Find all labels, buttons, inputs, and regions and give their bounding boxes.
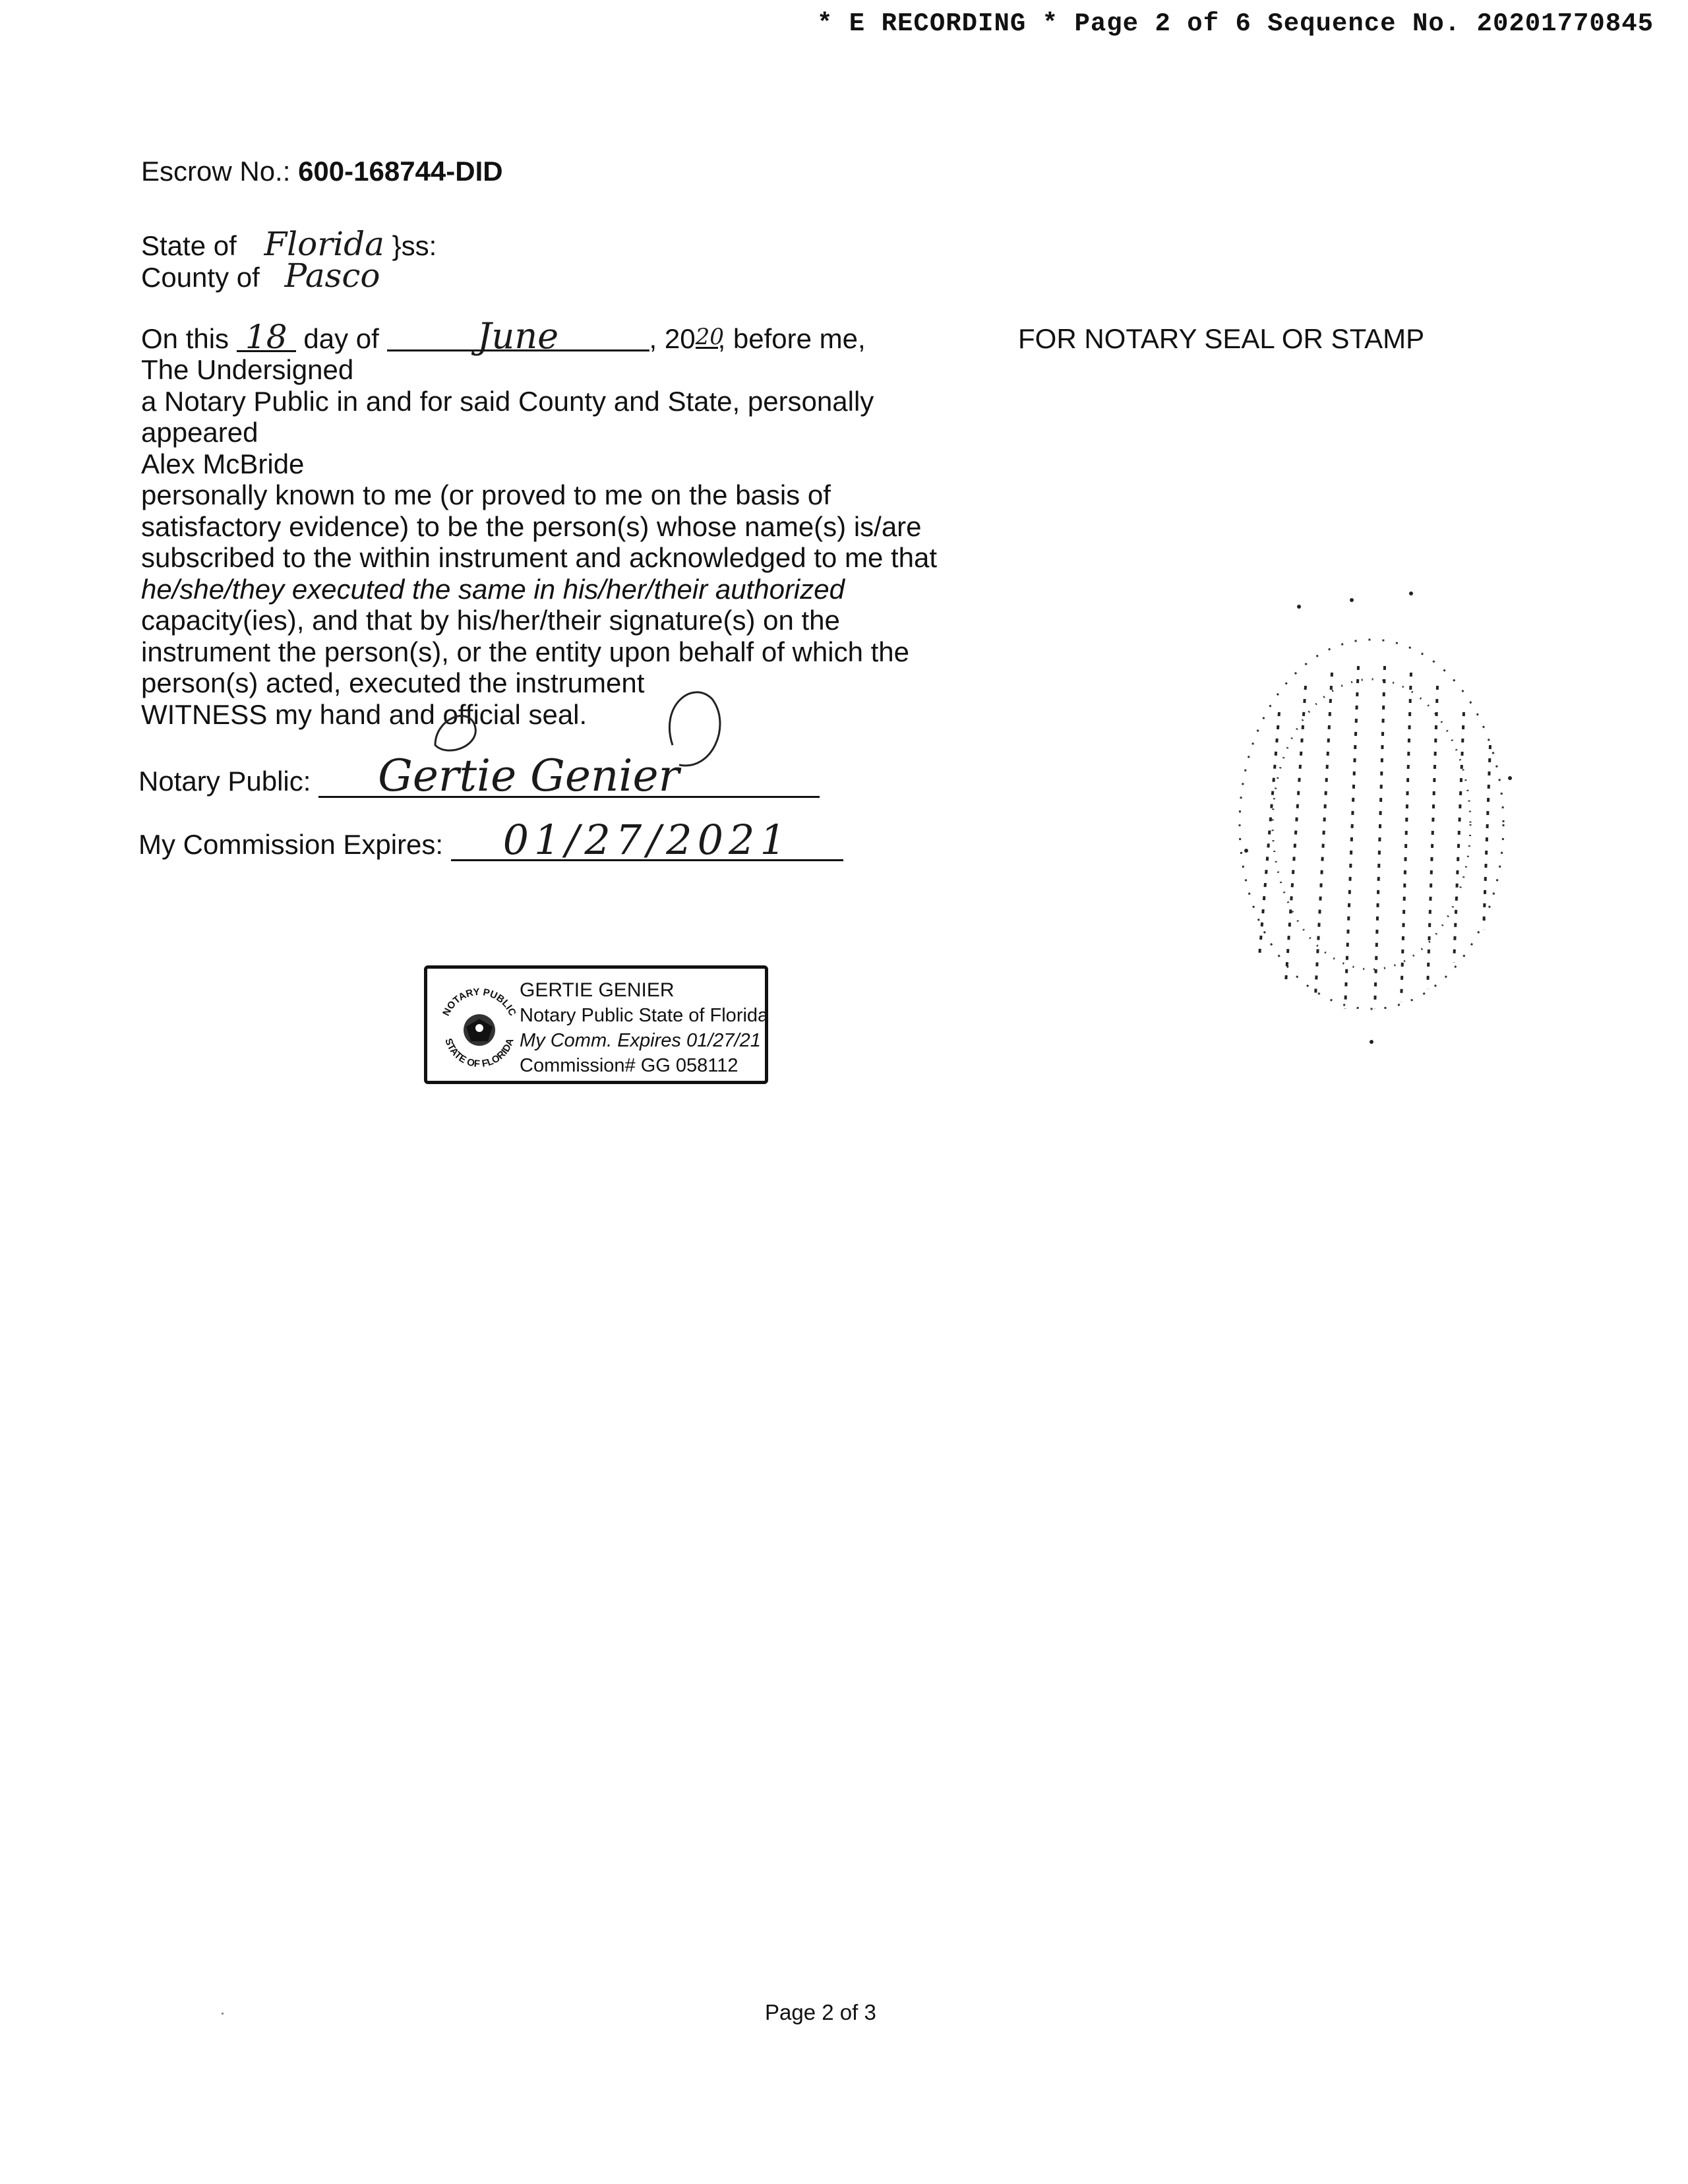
ack-line-5: Alex McBride: [141, 448, 305, 479]
county-value: Pasco: [284, 257, 380, 295]
stamp-text-block: [520, 978, 768, 1078]
notary-public-label: Notary Public:: [138, 766, 311, 797]
notary-public-line: [138, 750, 820, 801]
seal-area-label: FOR NOTARY SEAL OR STAMP: [1018, 323, 1425, 354]
ack-line-11: instrument the person(s), or the entity upon behalf of which the: [141, 636, 909, 667]
before-me-label: , before me,: [717, 323, 866, 354]
commission-expires-label: My Commission Expires:: [138, 829, 444, 860]
ack-line-7: satisfactory evidence) to be the person(s) whose name(s) is/are: [141, 510, 922, 542]
ss-label: }ss:: [392, 230, 437, 261]
ack-line-13: WITNESS my hand and official seal.: [141, 698, 588, 730]
county-label: County of: [141, 262, 260, 293]
ack-line-4: appeared: [141, 417, 258, 448]
commission-expires-value: 01/27/2021: [451, 821, 843, 861]
ack-line-10: capacity(ies), and that by his/her/their signature(s) on the: [141, 605, 840, 636]
day-of-label: day of: [303, 323, 379, 354]
escrow-label: Escrow No.:: [141, 156, 291, 187]
ack-line-12: person(s) acted, executed the instrument: [141, 667, 645, 698]
month-value: June: [387, 323, 649, 351]
escrow-line: [141, 156, 503, 187]
year-value: 20: [695, 324, 724, 350]
stamp-name: GERTIE GENIER: [520, 979, 675, 1001]
ack-line-9: he/she/they executed the same in his/her/their authorized: [141, 573, 845, 605]
ack-line-8: subscribed to the within instrument and acknowledged to me that: [141, 542, 938, 573]
recording-header: * E RECORDING * Page 2 of 6 Sequence No. 20201770845: [817, 9, 1654, 38]
stamp-line-4: Commission# GG 058112: [520, 1055, 738, 1076]
notary-signature: Gertie Genier: [318, 756, 820, 798]
day-value: 18: [237, 324, 296, 352]
svg-text:NOTARY PUBLIC: [440, 986, 518, 1018]
stamp-line-2: Notary Public State of Florida: [520, 1005, 769, 1026]
notary-stamp: [424, 965, 768, 1084]
acknowledgment-first-line: [141, 315, 866, 357]
escrow-number: 600-168744-DID: [298, 156, 503, 187]
notary-seal-emblem: [437, 981, 522, 1073]
county-line: [141, 257, 380, 295]
ack-line-3: a Notary Public in and for said County and State, personally: [141, 385, 874, 417]
state-value: Florida: [264, 225, 384, 263]
stamp-line-3: My Comm. Expires 01/27/21: [520, 1030, 761, 1051]
state-label: State of: [141, 230, 237, 261]
on-this-label: On this: [141, 323, 229, 354]
year-prefix: , 20: [649, 323, 696, 354]
commission-expires-line: [138, 816, 843, 864]
stamp-ring-top: NOTARY PUBLIC: [440, 986, 518, 1018]
ack-line-6: personally known to me (or proved to me on the basis of: [141, 479, 831, 510]
stray-dot: [222, 2013, 224, 2015]
ack-line-2: The Undersigned: [141, 354, 354, 385]
page-footer: Page 2 of 3: [765, 2000, 876, 2024]
stamp-ring-bottom: STATE OF FLORIDA: [442, 1037, 516, 1070]
embossed-seal-impression: [1200, 587, 1543, 1062]
